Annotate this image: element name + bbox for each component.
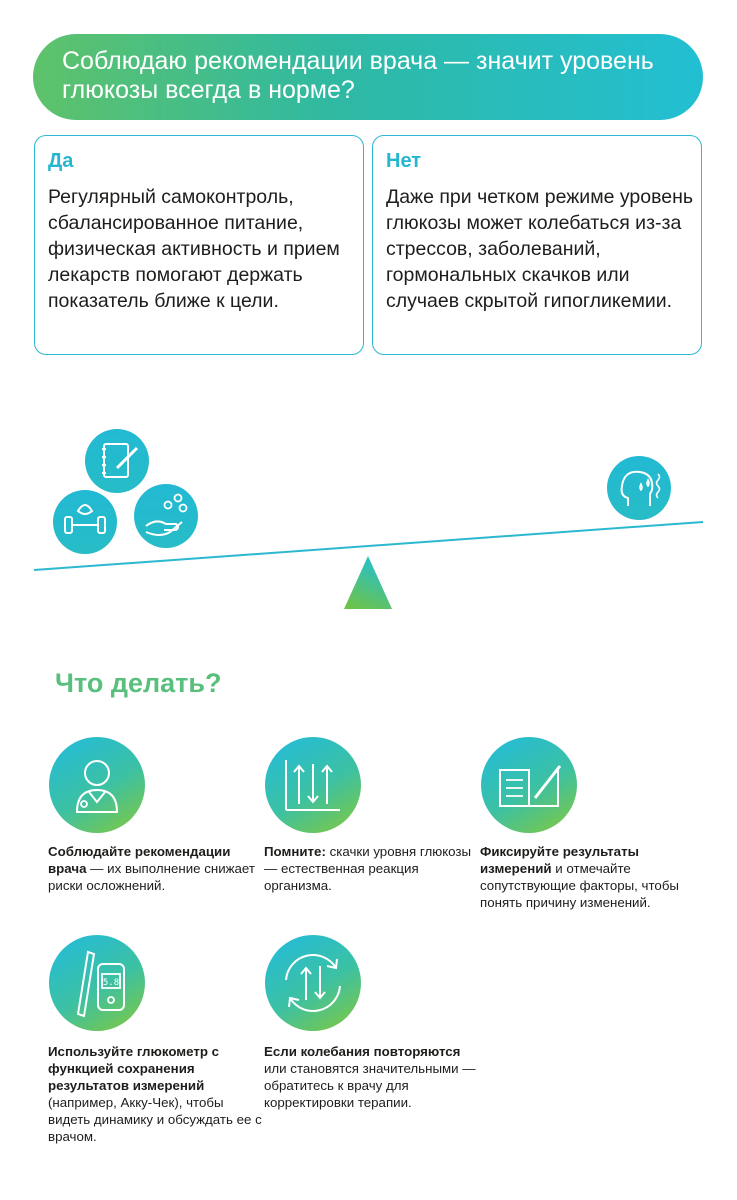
step-2-bold: Помните: bbox=[264, 844, 326, 859]
hand-pills-icon bbox=[134, 484, 198, 548]
dumbbell-apple-icon bbox=[53, 490, 117, 554]
step-2-text bbox=[264, 843, 479, 894]
step-3-text bbox=[480, 843, 695, 911]
step-5-text bbox=[264, 1043, 479, 1111]
step-3-bold: Фиксируйте результаты измерений bbox=[480, 844, 639, 876]
journal-pen-icon bbox=[480, 736, 578, 834]
glucometer-icon bbox=[48, 934, 146, 1032]
what-to-do-title: Что делать? bbox=[55, 668, 222, 698]
head-stress-icon bbox=[607, 456, 671, 520]
yes-text: Регулярный самоконтроль, сбалансированное питание, физическая активность и прием лекарств помогают держать показатель ближе к цели. bbox=[48, 186, 340, 312]
step-5-rest: или становятся значительными — обратитесь к врачу для корректировки терапии. bbox=[264, 1061, 476, 1110]
step-4-text bbox=[48, 1043, 263, 1145]
step-2-rest: скачки уровня глюкозы — естественная реакция организма. bbox=[264, 844, 472, 893]
step-1-rest: — их выполнение снижает риски осложнений. bbox=[48, 861, 255, 893]
notebook-pen-icon bbox=[85, 429, 149, 493]
title-banner bbox=[33, 34, 703, 120]
step-1-bold: Соблюдайте рекомендации врача bbox=[48, 844, 231, 876]
arrows-chart-icon bbox=[264, 736, 362, 834]
step-1-text bbox=[48, 843, 263, 894]
balance-scale-illustration bbox=[0, 420, 737, 620]
page-title: Соблюдаю рекомендации врача — значит уровень глюкозы всегда в норме? bbox=[62, 47, 654, 104]
step-4-bold: Используйте глюкометр с функцией сохранения результатов измерений bbox=[48, 1044, 220, 1093]
no-label: Нет bbox=[386, 150, 422, 172]
glucometer-reading: 5.8 bbox=[102, 978, 120, 988]
step-3-rest: и отмечайте сопутствующие факторы, чтобы понять причину изменений. bbox=[480, 861, 679, 910]
step-5-bold: Если колебания повторяются bbox=[264, 1044, 461, 1059]
doctor-icon bbox=[48, 736, 146, 834]
cycle-arrows-icon bbox=[264, 934, 362, 1032]
yes-card bbox=[34, 135, 364, 355]
no-text: Даже при четком режиме уровень глюкозы может колебаться из-за стрессов, заболеваний, гормональных скачков или случаев скрытой гипогликемии. bbox=[386, 186, 693, 312]
no-card bbox=[372, 135, 702, 355]
scale-fulcrum bbox=[344, 556, 392, 609]
step-4-rest: (например, Акку-Чек), чтобы видеть динамику и обсуждать ее с врачом. bbox=[48, 1095, 262, 1144]
yes-label: Да bbox=[48, 150, 74, 172]
